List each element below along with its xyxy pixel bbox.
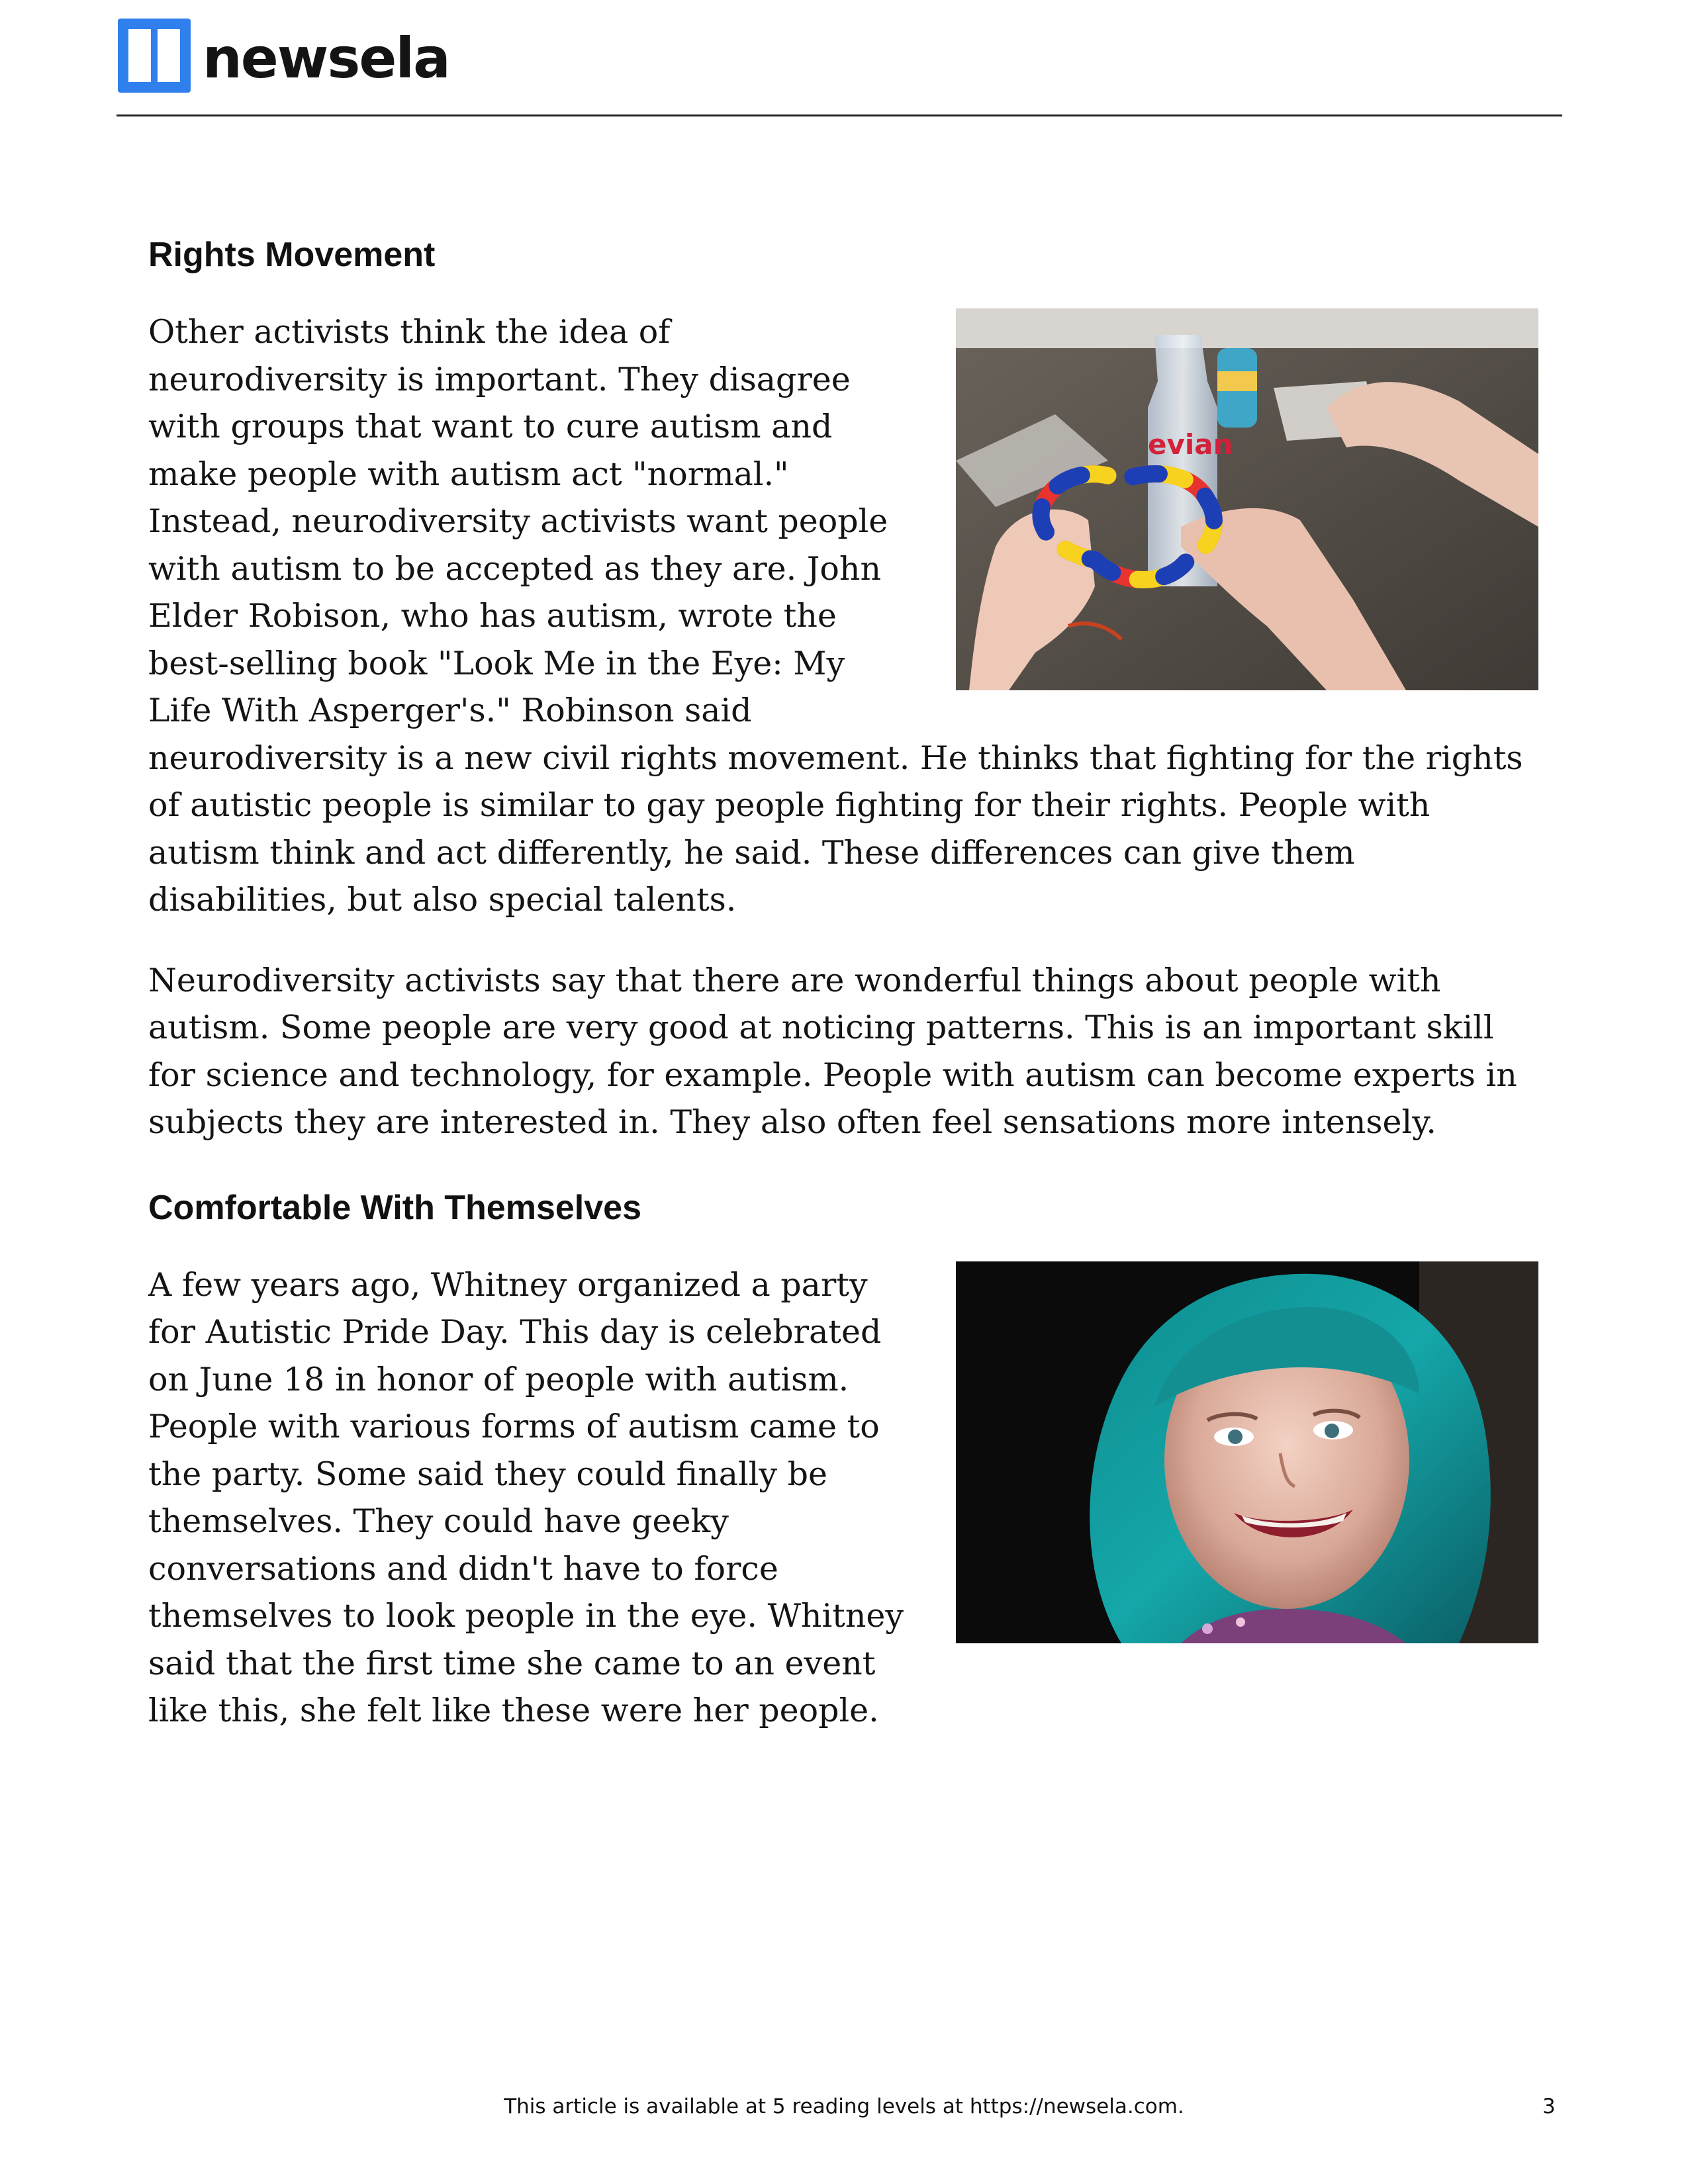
page-number: 3 bbox=[1542, 2095, 1556, 2118]
photo-smiling-woman bbox=[956, 1261, 1538, 1643]
section-heading-comfortable: Comfortable With Themselves bbox=[148, 1188, 642, 1227]
header-divider bbox=[117, 114, 1562, 116]
section-heading-rights-movement: Rights Movement bbox=[148, 236, 436, 274]
footer-availability: This article is available at 5 reading levels at https://newsela.com. bbox=[504, 2095, 1184, 2118]
paragraph: A few years ago, Whitney organized a party for Autistic Pride Day. This day is celebrated on June 18 in honor of people with autism. People with various forms of autism came to the party. Some said they could finally be themselves. They could have geeky conversations and didn't have to force themselves to look people in the eye. Whitney said that the first time she came to an event like this, she felt like these were her people. bbox=[148, 1265, 904, 1729]
article-body bbox=[148, 225, 1538, 1735]
photo-fidget-toy bbox=[956, 308, 1538, 690]
bottle-label: evian bbox=[1148, 428, 1233, 461]
smiling-woman-photo-icon bbox=[956, 1261, 1538, 1643]
newsela-logo-icon bbox=[118, 19, 191, 93]
paragraph: Neurodiversity activists say that there are wonderful things about people with autism. Some people are very good at noticing patterns. This is an important skill for science and technology, for example. People with autism can become experts in subjects they are interested in. They also often feel sensations more intensely. bbox=[148, 961, 1517, 1141]
paragraph: Other activists think the idea of neurodiversity is important. They disagree with groups that want to cure autism and make people with autism act "normal." Instead, neurodiversity activists want people with autism to be accepted as they are. John Elder Robison, who has autism, wrote the best-selling book "Look Me in the Eye: My Life With Asperger's." Robinson said neurodiversity is a new civil rights movement. He thinks that fighting for the rights of autistic people is similar to gay people fighting for their rights. People with autism think and act differently, he said. These differences can give them disabilities, but also special talents. bbox=[148, 313, 1523, 919]
fidget-toy-photo-icon bbox=[956, 308, 1538, 690]
brand-name: newsela bbox=[203, 26, 449, 91]
page-header bbox=[118, 19, 1561, 116]
